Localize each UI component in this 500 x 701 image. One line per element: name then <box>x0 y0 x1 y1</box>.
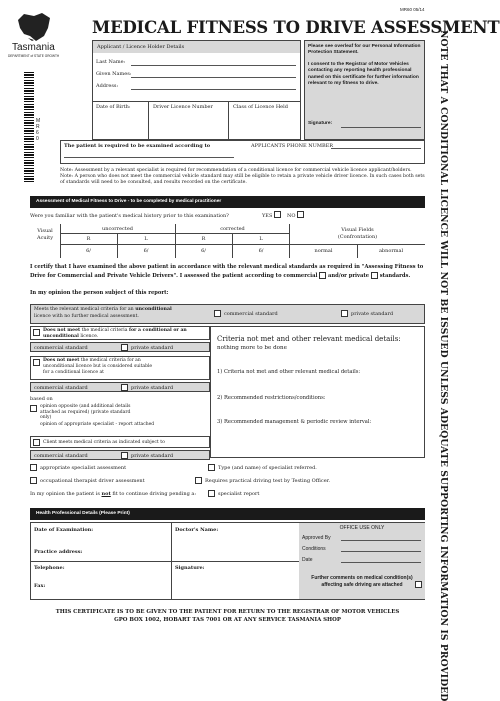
client-meets-text: Client meets medical criteria as indicated subject to <box>43 440 165 445</box>
page-title: MEDICAL FITNESS TO DRIVE ASSESSMENT <box>92 18 500 37</box>
date-exam-label: Date of Examination: <box>34 527 94 533</box>
tasmania-logo <box>6 12 60 62</box>
office-date-label: Date <box>302 557 313 563</box>
approved-by-label: Approved By <box>302 535 331 541</box>
fields-abnormal[interactable]: abnormal <box>378 248 404 254</box>
privacy-statement: Please see overleaf for our Personal Information Protection Statement. <box>308 44 421 56</box>
applicant-details-box <box>92 40 301 140</box>
not-fit-1: In my opinion the patient is <box>30 491 100 497</box>
meets-criteria-box <box>30 304 425 324</box>
phone-field[interactable] <box>331 148 421 149</box>
left-commercial-checkbox-2[interactable] <box>121 384 128 391</box>
not-fit-not: not <box>101 491 111 497</box>
left-commercial-label-2: commercial standard <box>34 385 88 391</box>
not-fit-3: fit to continue driving pending a: <box>112 491 197 497</box>
not-meet-conditional-bold: for a conditional or an unconditional <box>43 328 187 339</box>
last-name-field[interactable] <box>131 65 296 66</box>
corrected-r-value[interactable]: 6/ <box>201 248 206 254</box>
consent-signature-label: Signature: <box>308 121 333 126</box>
opinion-heading: In my opinion the person subject of this report: <box>30 290 169 296</box>
further-comments-1: Further comments on medical condition(s) <box>311 575 413 581</box>
practical-test-text: Requires practical driving test by Testing Officer. <box>205 478 331 484</box>
practice-address-label: Practice address: <box>34 549 83 555</box>
consent-signature-field[interactable] <box>341 127 421 128</box>
acuity-label-2: Acuity <box>36 235 54 241</box>
familiar-yes-checkbox[interactable] <box>274 211 281 218</box>
familiar-yes-label: YES <box>262 213 273 219</box>
specialist-report-checkbox[interactable] <box>208 490 215 497</box>
not-meet-conditional-checkbox[interactable] <box>33 329 40 336</box>
given-names-field[interactable] <box>131 77 296 78</box>
given-names-label: Given Names: <box>96 71 132 77</box>
meets-unconditional: unconditional <box>135 307 172 312</box>
applicant-header: Applicant / Licence Holder Details <box>93 41 300 53</box>
left-commercial-private-row-2 <box>30 382 210 392</box>
uncorrected-label: uncorrected <box>102 226 133 232</box>
office-date-field[interactable] <box>341 562 421 563</box>
hp-signature-label: Signature: <box>175 565 205 571</box>
conditions-field[interactable] <box>341 551 421 552</box>
left-private-label-3: private standard <box>131 453 174 459</box>
practical-test-checkbox[interactable] <box>195 477 202 484</box>
left-commercial-private-row-3 <box>30 450 210 460</box>
uncorrected-l: L <box>144 236 148 242</box>
client-meets-checkbox[interactable] <box>33 439 40 446</box>
acuity-label-1: Visual <box>37 228 53 234</box>
opinion-opposite-checkbox[interactable] <box>30 405 37 412</box>
meets-commercial-label: commercial standard <box>224 311 278 317</box>
left-commercial-private-row-1 <box>30 342 210 352</box>
not-meet-uncond-rest: the medical criteria for an unconditional licence but is considered suitable for a conditional licence at <box>43 358 153 375</box>
meets-text: Meets the relevant medical criteria for an <box>34 307 134 312</box>
assessment-header: Assessment of Medical Fitness to Drive - to be completed by medical practitioner <box>30 196 425 208</box>
side-note <box>436 30 450 701</box>
opinion-opposite-text: opinion opposite (and additional details attached as required) (private standard only) <box>40 404 131 421</box>
corrected-l: L <box>259 236 263 242</box>
consent-statement: I consent to the Registrar of Motor Vehicles contacting any reporting health professional named on this certificate for further information relevant to my fitness to drive. <box>308 62 419 86</box>
side-note-text: NOTE THAT A CONDITIONAL LICENCE WILL NOT BE ISSUED UNLESS ADEQUATE SUPPORTING INFORMATION IS PROVIDED <box>437 30 449 701</box>
not-meet-unconditional-box <box>30 356 210 380</box>
licence-class-label: Class of Licence Held <box>233 104 288 110</box>
logo-name: Tasmania <box>12 42 55 53</box>
barcode-text: M R 6 0 <box>36 118 41 142</box>
barcode <box>24 72 34 182</box>
fax-label: Fax: <box>34 583 46 589</box>
corrected-r: R <box>201 236 206 242</box>
visual-fields-label-2: (Confrontation) <box>337 234 378 240</box>
criteria-not-met-title: Criteria not met and other relevant medical details: <box>217 335 401 343</box>
footer-line-1: THIS CERTIFICATE IS TO BE GIVEN TO THE PATIENT FOR RETURN TO THE REGISTRAR OF MOTOR VEHICLES <box>55 609 400 615</box>
certify-private-checkbox[interactable] <box>371 272 378 279</box>
uncorrected-r: R <box>86 236 91 242</box>
specialist-assessment-text: appropriate specialist assessment <box>40 465 127 471</box>
certify-statement <box>30 264 425 280</box>
form-code: MR60 05/14 <box>400 7 425 12</box>
further-comments-2: affecting safe driving are attached <box>321 582 403 588</box>
not-fit-statement <box>30 491 196 497</box>
visual-acuity-table <box>30 224 425 258</box>
exam-required-box <box>60 140 425 164</box>
approved-by-field[interactable] <box>341 540 421 541</box>
further-comments-checkbox[interactable] <box>415 581 422 588</box>
meets-line1 <box>34 307 172 313</box>
exam-required-text: The patient is required to be examined according to <box>64 143 211 149</box>
left-commercial-checkbox-1[interactable] <box>121 344 128 351</box>
right-details-box <box>210 326 425 458</box>
client-meets-box <box>30 436 210 448</box>
not-meet-unconditional-checkbox[interactable] <box>33 359 40 366</box>
not-meet-licence: licence. <box>80 333 99 339</box>
last-name-label: Last Name: <box>96 59 126 65</box>
meets-private-checkbox[interactable] <box>341 310 348 317</box>
doctor-name-label: Doctor's Name: <box>175 527 219 533</box>
tasmania-logo-icon <box>14 12 54 42</box>
hp-header: Health Professional Details (Please Print) <box>30 508 425 520</box>
ot-assessment-checkbox[interactable] <box>30 477 37 484</box>
certify-and: and/or private <box>328 272 370 279</box>
familiar-no-checkbox[interactable] <box>297 211 304 218</box>
familiar-question: Were you familiar with the patient's medical history prior to this examination? <box>30 213 229 219</box>
opinion-specialist-text: opinion of appropriate specialist - report attached <box>40 422 155 427</box>
based-on-label: based on <box>30 396 53 402</box>
privacy-consent-box <box>304 40 425 140</box>
nothing-more: nothing more to be done <box>217 345 287 351</box>
item-3: 3) Recommended management & periodic review interval: <box>217 419 372 425</box>
exam-standard-field[interactable] <box>64 157 234 158</box>
specialist-report-text: specialist report <box>218 491 260 497</box>
ot-assessment-text: occupational therapist driver assessment <box>40 478 145 484</box>
left-commercial-checkbox-3[interactable] <box>121 452 128 459</box>
office-use-panel <box>299 523 425 599</box>
footer-line-2: GPO BOX 1002, HOBART TAS 7001 OR AT ANY SERVICE TASMANIA SHOP <box>114 617 341 623</box>
notes <box>60 168 425 186</box>
meets-line2: licence with no further medical assessment. <box>34 314 139 319</box>
left-private-label-1: private standard <box>131 345 174 351</box>
fields-normal[interactable]: normal <box>314 248 333 254</box>
familiar-no-label: NO <box>287 213 296 219</box>
left-commercial-label-3: commercial standard <box>34 453 88 459</box>
not-meet-criteria: the medical criteria <box>81 328 128 333</box>
type-specialist-text: Type (and name) of specialist referred. <box>218 465 317 471</box>
note-private: Note: A person who does not meet the commercial vehicle standard may still be eligible to retain a private vehicle driver licence. In such cases both sets of standards will need to be consulted, and results recorded on the certificate. <box>60 173 425 185</box>
certify-end: standards. <box>379 272 411 279</box>
uncorrected-l-value[interactable]: 6/ <box>143 248 149 254</box>
corrected-l-value[interactable]: 6/ <box>258 248 264 254</box>
dob-label: Date of Birth: <box>96 104 131 110</box>
item-1: 1) Criteria not met and other relevant medical details: <box>217 369 361 375</box>
certify-text: I certify that I have examined the above patient in accordance with the relevant medical standards as required in "Assessing Fitness to Drive for Commercial and Private Vehicle Drivers". I assessed the patient according to commercial <box>30 264 424 279</box>
not-meet-conditional-text <box>43 328 209 340</box>
certify-commercial-checkbox[interactable] <box>319 272 326 279</box>
type-specialist-checkbox[interactable] <box>208 464 215 471</box>
licence-number-label: Driver Licence Number <box>153 104 213 110</box>
uncorrected-r-value[interactable]: 6/ <box>86 248 91 254</box>
meets-private-label: private standard <box>351 311 394 317</box>
conditions-label: Conditions <box>302 546 326 552</box>
hp-table <box>30 522 425 600</box>
corrected-label: corrected <box>220 226 245 232</box>
left-private-label-2: private standard <box>131 385 174 391</box>
item-2: 2) Recommended restrictions/conditions: <box>217 395 326 401</box>
left-commercial-label-1: commercial standard <box>34 345 88 351</box>
meets-commercial-checkbox[interactable] <box>214 310 221 317</box>
not-meet-bold: Does not meet <box>43 328 81 333</box>
phone-label: APPLICANTS PHONE NUMBER <box>251 143 334 149</box>
telephone-label: Telephone: <box>34 565 65 571</box>
note-commercial: Note: Assessment by a relevant specialist is required for recommendation of a conditional licence for commercial vehicle licence applicant/holders. <box>60 168 412 173</box>
logo-dept: DEPARTMENT of STATE GROWTH <box>8 54 60 58</box>
office-use-header: OFFICE USE ONLY <box>339 525 385 531</box>
specialist-assessment-checkbox[interactable] <box>30 464 37 471</box>
not-meet-uncond-bold: Does not meet <box>43 358 80 363</box>
address-field[interactable] <box>131 89 296 90</box>
visual-fields-label-1: Visual Fields <box>341 227 374 233</box>
not-meet-unconditional-text <box>43 358 153 376</box>
not-meet-conditional-box <box>30 326 210 340</box>
address-label: Address: <box>96 83 119 89</box>
